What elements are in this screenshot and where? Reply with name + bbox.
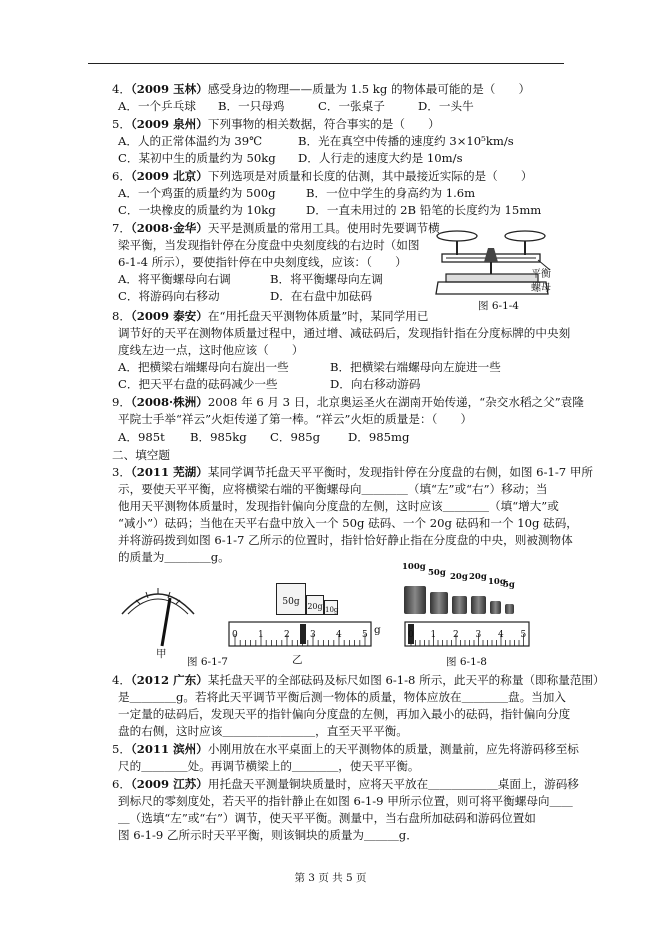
weight-label: 20g — [469, 572, 487, 582]
option-a: A．把横梁右端螺母向右旋出一些 — [118, 360, 289, 374]
weight-label: 20g — [450, 572, 468, 582]
figure-label: 平衡 — [531, 269, 551, 280]
ruler-unit: g — [374, 624, 381, 636]
figure-label-jia: 甲 — [156, 648, 167, 660]
option-d: D．985mg — [348, 430, 410, 444]
page-footer: 第 3 页 共 5 页 — [294, 872, 367, 884]
fill-question-4: 4．（2012 广东）某托盘天平的全部砝码及标尺如图 6-1-8 所示，此天平的称量（即称量范围） — [112, 673, 605, 687]
ruler-tick-label: 3 — [475, 630, 482, 640]
ruler-tick-label: 0 — [232, 630, 238, 640]
weight-block — [471, 596, 486, 614]
question-line: 到标尺的零刻度处，若天平的指针静止在如图 6-1-9 甲所示位置，则可将平衡螺母向＿＿ — [118, 794, 573, 808]
weight-label: 10g — [488, 577, 506, 587]
ruler-tick-label: 2 — [284, 630, 290, 640]
question-line: “减小”）砝码；当他在天平右盘中放入一个 50g 砝码、一个 20g 砝码和一个 10g 砝码， — [118, 516, 578, 530]
section-heading: 二、填空题 — [112, 448, 170, 462]
option-c: C．把天平右盘的砝码减少一些 — [118, 377, 278, 391]
option-c: C．将游码向右移动 — [118, 289, 220, 303]
question-line: 盘的右侧，这时应该＿＿＿＿＿＿＿＿，直至天平平衡。 — [118, 724, 408, 738]
option-b: B．一只母鸡 — [218, 99, 285, 113]
option-c: C．一块橡皮的质量约为 10kg — [118, 203, 276, 217]
question-line: 他用天平测物体质量时，发现指针偏向分度盘的左侧，这时应该＿＿＿＿（填“增大”或 — [118, 499, 559, 513]
ruler-tick-label: 3 — [310, 630, 316, 640]
option-b: B．一位中学生的身高约为 1.6m — [306, 186, 476, 200]
question-line: 是＿＿＿＿g。若将此天平调节平衡后测一物体的质量，物体应放在＿＿＿＿盘。当加入 — [118, 690, 566, 704]
question-line: ＿（选填“左”或“右”）调节，使天平平衡。测量中，当右盘所加砝码和游码位置如 — [118, 811, 536, 825]
figure-label-yi: 乙 — [292, 654, 303, 666]
header-rule — [88, 63, 564, 64]
option-a: A．人的正常体温约为 39℃ — [118, 134, 263, 148]
question-7-line: 6-1-4 所示），要使指针停在中央刻度线，应该：（ ） — [118, 255, 407, 269]
figure-label: 螺母 — [531, 283, 551, 294]
question-8-line: 度线左边一点，这时他应该（ ） — [118, 343, 304, 357]
option-a: A．985t — [118, 430, 165, 444]
fill-question-3: 3．（2011 芜湖）某同学调节托盘天平平衡时，发现指针停在分度盘的右侧，如图 6-1-7 甲所 — [112, 465, 594, 479]
ruler-tick-label: 1 — [430, 630, 437, 640]
weight-block — [404, 586, 426, 614]
option-c: C．某初中生的质量约为 50kg — [118, 151, 276, 165]
option-b: B．光在真空中传播的速度约 3×10⁵km/s — [298, 134, 514, 148]
figure-caption-6-1-7: 图 6-1-7 — [187, 656, 228, 668]
weight-label: 5g — [503, 580, 515, 590]
question-8-line: 调节好的天平在测物体质量过程中，通过增、减砝码后，发现指针指在分度标牌的中央刻 — [118, 326, 571, 340]
question-line: 并将游码拨到如图 6-1-7 乙所示的位置时，指针恰好静止指在分度盘的中央，则被测物体 — [118, 533, 573, 547]
option-a: A．一个乒乓球 — [118, 99, 196, 113]
option-d: D．一直未用过的 2B 铅笔的长度约为 15mm — [306, 203, 542, 217]
question-7-line: 梁平衡，当发现指针停在分度盘中央刻度线的右边时（如图 — [118, 238, 420, 252]
weight-50g: 50g — [276, 583, 306, 615]
question-line: 一定量的砝码后，发现天平的指针偏向分度盘的左侧，再加入最小的砝码，指针偏向分度 — [118, 707, 571, 721]
ruler-tick-label: 0 — [408, 630, 414, 640]
question-8: 8．（2009 泰安）在“用托盘天平测物体质量”时，某同学用已 — [112, 309, 429, 323]
ruler-tick-label: 2 — [453, 630, 459, 640]
weight-label: 100g — [402, 562, 426, 572]
figure-caption: 图 6-1-4 — [478, 300, 519, 312]
option-b: B．将平衡螺母向左调 — [270, 272, 383, 286]
fill-question-5: 5．（2011 滨州）小刚用放在水平桌面上的天平测物体的质量，测量前，应先将游码移至标 — [112, 742, 579, 756]
question-line: 的质量为＿＿＿＿g。 — [118, 550, 230, 564]
question-line: 图 6-1-9 乙所示时天平平衡，则该铜块的质量为＿＿＿g． — [118, 828, 418, 842]
weight-20g: 20g — [306, 595, 324, 615]
question-9-line: 平院士手举“祥云”火炬传递了第一棒。“祥云”火炬的质量是：（ ） — [118, 412, 473, 426]
weight-block — [505, 604, 514, 614]
ruler-figure-6-1-8 — [404, 620, 532, 650]
question-4: 4．（2009 玉林）感受身边的物理——质量为 1.5 kg 的物体最可能的是（ ） — [112, 82, 531, 96]
option-d: D．在右盘中加砝码 — [270, 289, 373, 303]
ruler-tick-label: 1 — [258, 630, 264, 640]
figure-caption-6-1-8: 图 6-1-8 — [446, 656, 487, 668]
option-d: D．一头牛 — [418, 99, 474, 113]
weight-block — [430, 592, 448, 614]
option-d: D．向右移动游码 — [330, 377, 421, 391]
ruler-tick-label: 4 — [336, 630, 342, 640]
question-6: 6．（2009 北京）下列选项是对质量和长度的估测，其中最接近实际的是（ ） — [112, 169, 533, 183]
weight-label: 50g — [428, 568, 446, 578]
weight-block — [452, 596, 467, 614]
question-7: 7．（2008·金华）天平是测质量的常用工具。使用时先要调节横 — [112, 221, 440, 235]
option-a: A．将平衡螺母向右调 — [118, 272, 231, 286]
option-c: C．一张桌子 — [318, 99, 385, 113]
question-line: 尺的＿＿＿＿处。再调节横梁上的＿＿＿＿，使天平平衡。 — [118, 759, 420, 773]
pointer-dial-figure — [118, 580, 198, 656]
weight-block — [490, 601, 501, 614]
option-d: D．人行走的速度大约是 10m/s — [298, 151, 463, 165]
question-9: 9．（2008·株洲）2008 年 6 月 3 日，北京奥运圣火在湖南开始传递，“杂交水稻之父”袁隆 — [112, 395, 584, 409]
ruler-tick-label: 4 — [498, 630, 504, 640]
option-c: C．985g — [270, 430, 321, 444]
weight-10g: 10g — [324, 600, 338, 615]
option-b: B．把横梁右端螺母向左旋进一些 — [330, 360, 501, 374]
option-a: A．一个鸡蛋的质量约为 500g — [118, 186, 276, 200]
fill-question-6: 6．（2009 江苏）用托盘天平测量铜块质量时，应将天平放在＿＿＿＿＿＿桌面上，游码移 — [112, 777, 579, 791]
question-line: 示，要使天平平衡，应将横梁右端的平衡螺母向＿＿＿＿（填“左”或“右”）移动；当 — [118, 482, 548, 496]
question-5: 5．（2009 泉州）下列事物的相关数据，符合事实的是（ ） — [112, 117, 440, 131]
ruler-tick-label: 5 — [520, 630, 527, 640]
ruler-figure-yi — [228, 620, 376, 650]
ruler-tick-label: 5 — [362, 630, 368, 640]
option-b: B．985kg — [190, 430, 247, 444]
